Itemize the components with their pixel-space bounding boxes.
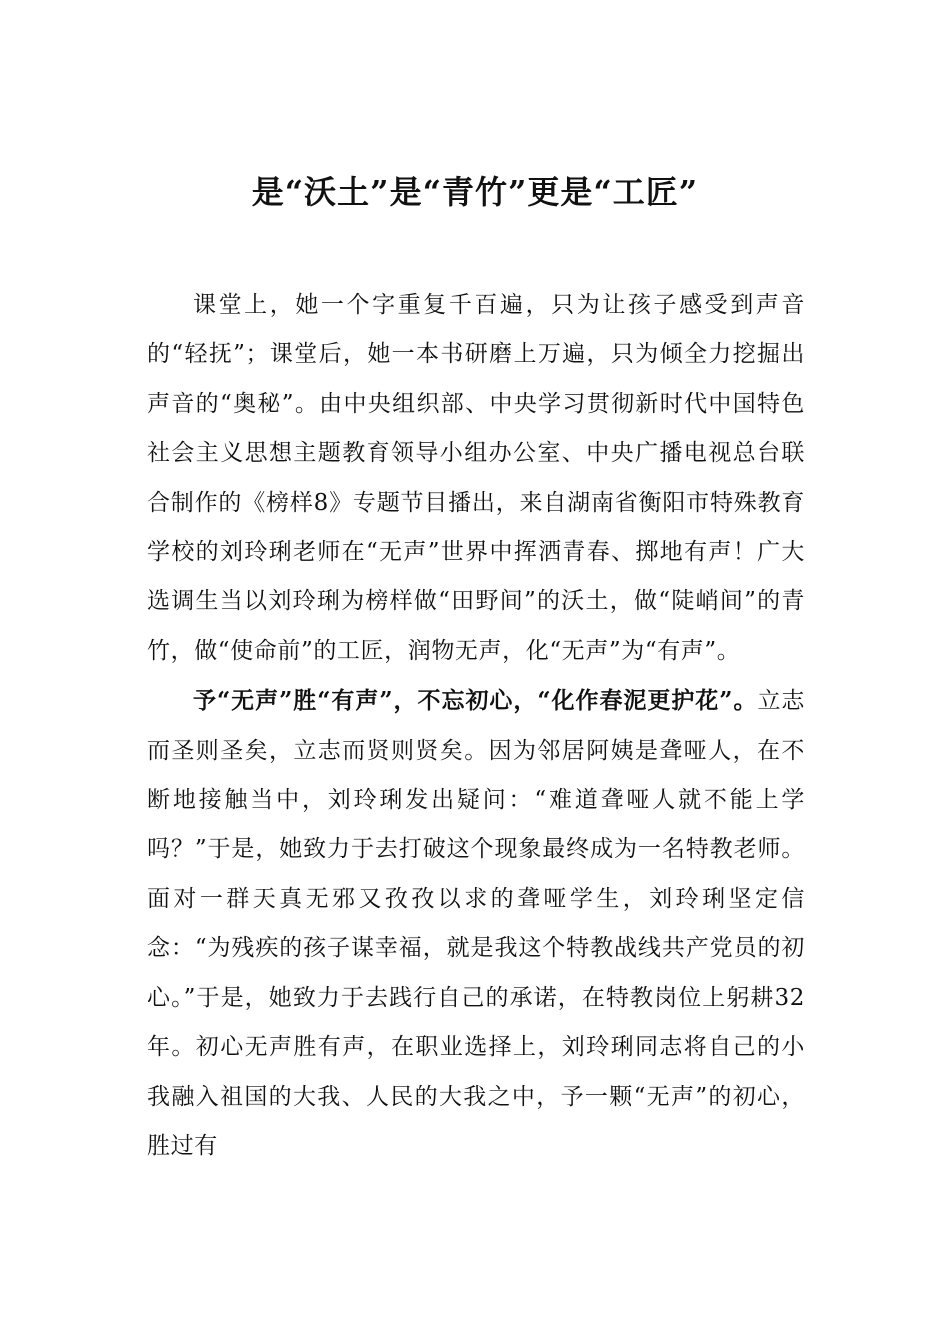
- paragraph-1-text: 课堂上，她一个字重复千百遍，只为让孩子感受到声音的“轻抚”；课堂后，她一本书研磨上万遍，只为倾全力挖掘出声音的“奥秘”。由中央组织部、中央学习贯彻新时代中国特色社会主义思想主题教育领导小组办公室、中央广播电视总台联合制作的《榜样8》专题节目播出，来自湖南省衡阳市特殊教育学校的刘玲琍老师在“无声”世界中挥洒青春、掷地有声！广大选调生当以刘玲琍为榜样做“田野间”的沃土，做“陡峭间”的青竹，做“使命前”的工匠，润物无声，化“无声”为“有声”。: [147, 292, 805, 664]
- paragraph-2-text: 立志而圣则圣矣，立志而贤则贤矣。因为邻居阿姨是聋哑人，在不断地接触当中，刘玲琍发出疑问：“难道聋哑人就不能上学吗？”于是，她致力于去打破这个现象最终成为一名特教老师。面对一群天真无邪又孜孜以求的聋哑学生，刘玲琍坚定信念：“为残疾的孩子谋幸福，就是我这个特教战线共产党员的初心。”于是，她致力于去践行自己的承诺，在特教岗位上躬耕32年。初心无声胜有声，在职业选择上，刘玲琍同志将自己的小我融入祖国的大我、人民的大我之中，予一颗“无声”的初心，胜过有: [147, 688, 806, 1159]
- paragraph-2-lead: 予“无声”胜“有声”，不忘初心，“化作春泥更护花”。: [193, 687, 758, 715]
- paragraph-1: [147, 280, 805, 676]
- document-body: [147, 280, 805, 1171]
- document-title: 是“沃土”是“青竹”更是“工匠”: [251, 173, 699, 211]
- paragraph-2: [147, 676, 805, 1171]
